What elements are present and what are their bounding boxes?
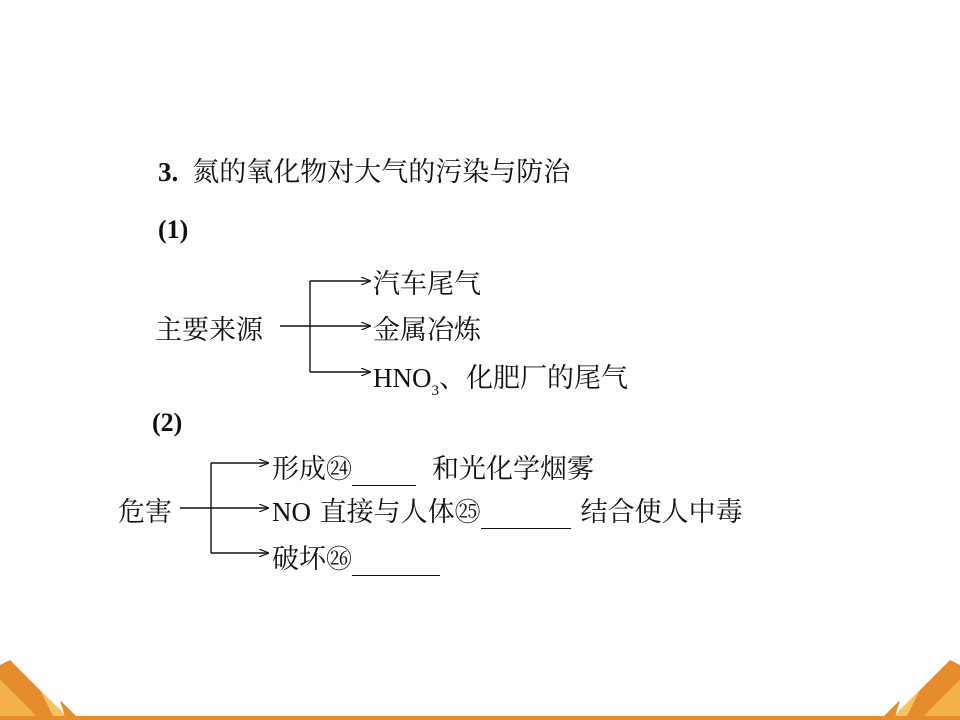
harm-item-3-pre: 破坏 [272, 544, 326, 575]
part2-label: (2) [152, 408, 183, 437]
blank-25-marker: ㉕ [454, 498, 481, 528]
harm-bracket [180, 463, 268, 553]
heading-number: 3. [158, 157, 179, 187]
harm-item-2-pre: 直接与人体 [311, 497, 455, 528]
bottom-accent-bar [110, 716, 850, 720]
harm-item-2-chem: NO [272, 497, 311, 527]
harm-item-1-pre: 形成 [272, 454, 326, 485]
corner-decoration-left [0, 660, 110, 720]
blank-26-marker: ㉖ [326, 545, 353, 575]
source-main-label: 主要来源 [155, 315, 263, 346]
corner-decoration-right [850, 660, 960, 720]
part1-label: (1) [158, 215, 189, 244]
source-bracket [280, 281, 370, 372]
blank-24-marker: ㉔ [326, 455, 353, 485]
harm-main-label: 危害 [118, 497, 172, 528]
source-item-3-chem: HNO [373, 363, 432, 393]
heading-text: 氮的氧化物对大气的污染与防治 [192, 157, 571, 188]
source-item-3-subscript: 3 [431, 383, 439, 399]
source-item-3-rest: 、化肥厂的尾气 [439, 363, 628, 394]
source-item-2: 金属冶炼 [373, 315, 481, 346]
source-item-1: 汽车尾气 [373, 269, 481, 300]
harm-item-1-post: 和光化学烟雾 [432, 454, 595, 485]
harm-item-2-post: 结合使人中毒 [580, 497, 743, 528]
